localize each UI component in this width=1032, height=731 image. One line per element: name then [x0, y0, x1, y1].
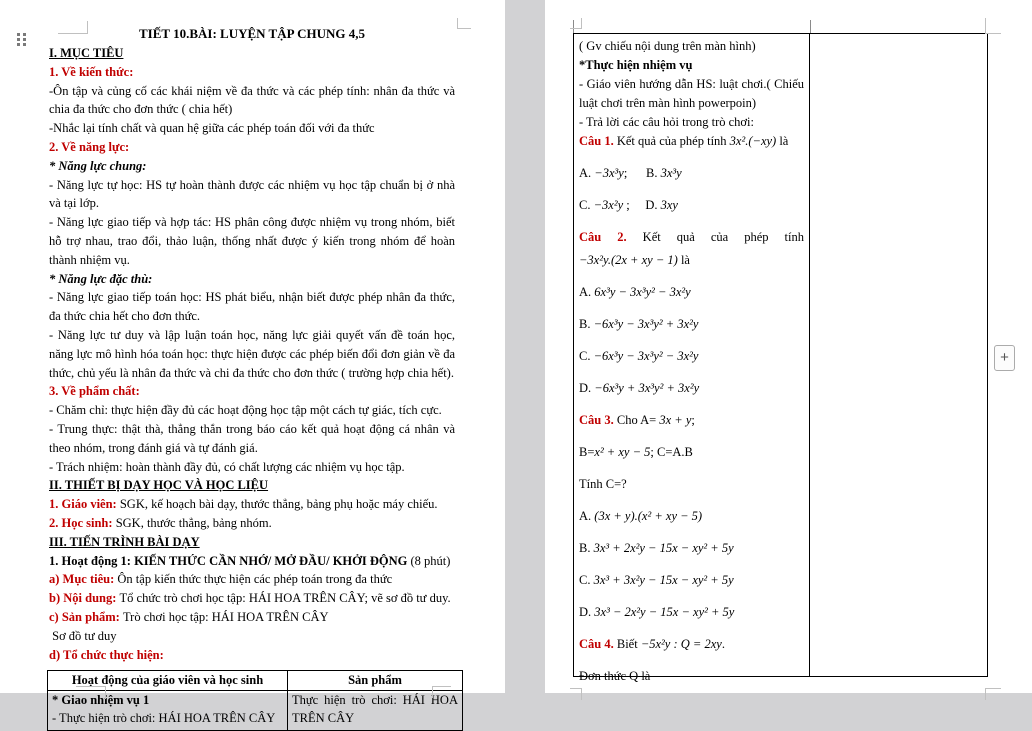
table-header-row — [48, 671, 463, 691]
math-expression: −3x³y — [594, 166, 624, 180]
text-segment: - Năng lực tự học: HS tự hoàn thành được các nhiệm vụ học tập chuẩn bị ở nhà và tại lớp. — [49, 177, 455, 211]
text-segment: SGK, kế hoạch bài dạy, thước thẳng, bảng phụ hoặc máy chiếu. — [119, 497, 438, 512]
paragraph — [49, 570, 455, 589]
paragraph — [579, 315, 804, 334]
text-segment: * Năng lực đặc thù: — [49, 271, 153, 286]
math-expression: 6x³y − 3x³y² − 3x²y — [594, 285, 691, 299]
quiz-table-left-cell — [574, 34, 810, 683]
paragraph — [49, 627, 455, 646]
text-segment: 1. Giáo viên: — [49, 497, 120, 512]
paragraph — [579, 251, 804, 270]
table-header-cell: Sản phẩm — [288, 671, 463, 691]
text-segment: C. — [579, 198, 594, 212]
left-page-content — [49, 26, 458, 731]
text-segment: Câu 4. — [579, 637, 617, 651]
margin-crop-mark — [58, 21, 88, 34]
text-segment: *Thực hiện nhiệm vụ — [579, 58, 693, 72]
paragraph — [49, 589, 455, 608]
text-segment: C. — [579, 349, 594, 363]
text-segment: Câu 1. — [579, 134, 617, 148]
text-segment: A. — [579, 509, 595, 523]
text-segment: Kết quả của phép tính — [642, 230, 804, 244]
table-row — [48, 690, 463, 730]
text-segment: Cho A= — [616, 413, 660, 427]
paragraph — [49, 533, 455, 552]
paragraph — [579, 443, 804, 462]
margin-crop-mark — [457, 18, 471, 29]
paragraph — [49, 119, 455, 138]
text-segment: ( Gv chiếu nội dung trên màn hình) — [579, 39, 756, 53]
text-segment: A. — [579, 285, 595, 299]
quiz-table — [573, 33, 988, 683]
paragraph — [49, 646, 455, 665]
task-detail: - Thực hiện trò chơi: HÁI HOA TRÊN CÂY — [52, 711, 276, 726]
text-segment: Kết quả của phép tính — [616, 134, 730, 148]
math-expression: 3x².(−xy) — [729, 134, 777, 148]
text-segment: 1. Về kiến thức: — [49, 64, 134, 79]
paragraph — [579, 411, 804, 430]
paragraph — [49, 608, 455, 627]
left-page-paragraphs — [49, 44, 455, 664]
paragraph — [49, 326, 455, 382]
paragraph — [579, 56, 804, 75]
paragraph — [579, 113, 804, 132]
paragraph — [579, 667, 804, 686]
margin-crop-mark — [985, 18, 1001, 34]
paragraph — [49, 157, 455, 176]
paragraph — [49, 82, 455, 120]
paragraph — [579, 196, 804, 215]
text-segment: 2. Về năng lực: — [49, 139, 130, 154]
margin-crop-mark — [570, 688, 582, 700]
text-segment: - Năng lực tư duy và lập luận toán học, năng lực giải quyết vấn đề toán học, năng lực mô hình hóa toán học: thực hiện được các phép biến đổi đơn giản về đa thức, chủ yếu là nhân đa thức và chi đa thức cho đơn thức ( trường hợp chia hết). — [49, 327, 455, 380]
text-segment: Đơn thức Q là — [579, 669, 651, 683]
paragraph — [49, 138, 455, 157]
paragraph — [49, 420, 455, 458]
paragraph — [49, 44, 455, 63]
math-expression: 3xy — [660, 198, 678, 212]
text-segment: ; B. — [623, 166, 661, 180]
paragraph — [579, 571, 804, 590]
text-segment: - Trả lời các câu hỏi trong trò chơi: — [579, 115, 754, 129]
table-border-tick — [810, 20, 811, 33]
text-segment: Tính C=? — [579, 477, 627, 491]
document-title: TIẾT 10.BÀI: LUYỆN TẬP CHUNG 4,5 — [139, 26, 365, 41]
math-expression: −3x²y — [593, 198, 624, 212]
text-segment: * Năng lực chung: — [49, 158, 147, 173]
text-segment: là — [776, 134, 789, 148]
text-segment: a) Mục tiêu: — [49, 572, 118, 587]
text-segment: C. — [579, 573, 594, 587]
text-segment: - Chăm chỉ: thực hiện đầy đủ các hoạt động học tập một cách tự giác, tích cực. — [49, 403, 442, 418]
paragraph — [579, 635, 804, 654]
activity-table — [47, 670, 463, 731]
math-expression: −6x³y − 3x³y² − 3x²y — [593, 349, 699, 363]
text-segment: B. — [579, 317, 594, 331]
table-header-cell: Hoạt động của giáo viên và học sinh — [48, 671, 288, 691]
math-expression: −5x²y : Q = 2xy — [640, 637, 722, 651]
paragraph — [49, 382, 455, 401]
text-segment: - Năng lực giao tiếp toán học: HS phát biểu, nhận biết được phép nhân đa thức, đa thức chia hết cho đơn thức. — [49, 290, 455, 324]
text-segment: B= — [579, 445, 595, 459]
paragraph — [579, 283, 804, 302]
text-segment: ; D. — [623, 198, 661, 212]
text-segment: SGK, thước thẳng, bảng nhóm. — [115, 515, 272, 530]
math-expression: x² + xy − 5 — [594, 445, 651, 459]
text-segment: 3. Về phẩm chất: — [49, 384, 140, 399]
margin-crop-mark — [432, 686, 451, 698]
margin-crop-mark — [570, 18, 582, 29]
document-page-right — [545, 0, 1032, 693]
text-segment: D. — [579, 381, 595, 395]
text-segment: Trò chơi học tập: HÁI HOA TRÊN CÂY — [122, 609, 329, 624]
text-segment: b) Nội dung: — [49, 591, 120, 606]
paragraph — [579, 228, 804, 247]
math-expression: −6x³y − 3x³y² + 3x²y — [593, 317, 699, 331]
math-expression: 3x³y — [660, 166, 682, 180]
paragraph — [579, 603, 804, 622]
paragraph — [579, 347, 804, 366]
paragraph — [49, 552, 455, 571]
math-expression: 3x + y — [659, 413, 692, 427]
text-segment: D. — [579, 605, 595, 619]
text-segment: A. — [579, 166, 595, 180]
text-segment: Sơ đồ tư duy — [49, 628, 117, 643]
margin-crop-mark — [76, 686, 106, 699]
text-segment: -Nhắc lại tính chất và quan hệ giữa các phép toán đối với đa thức — [49, 121, 375, 136]
text-segment: I. MỤC TIÊU — [49, 46, 124, 60]
paragraph — [49, 176, 455, 214]
paragraph — [579, 132, 804, 151]
table-cell-product: Thực hiện trò chơi: HÁI HOA TRÊN CÂY — [288, 690, 463, 730]
text-segment: Câu 3. — [579, 413, 617, 427]
math-expression: (3x + y).(x² + xy − 5) — [594, 509, 703, 523]
text-segment: III. TIẾN TRÌNH BÀI DẠY — [49, 534, 200, 549]
quiz-table-right-cell — [810, 34, 987, 676]
paragraph — [579, 539, 804, 558]
add-button[interactable]: + — [994, 345, 1015, 371]
paragraph — [49, 213, 455, 269]
text-segment: Ôn tập kiến thức thực hiện các phép toán trong đa thức — [117, 572, 393, 587]
text-segment: Tổ chức trò chơi học tập: HÁI HOA TRÊN CÂY; vẽ sơ đồ tư duy. — [119, 591, 451, 606]
math-expression: 3x³ + 3x²y − 15x − xy² + 5y — [593, 573, 734, 587]
paragraph — [49, 495, 455, 514]
text-segment: - Trách nhiệm: hoàn thành đầy đủ, có chất lượng các nhiệm vụ học tập. — [49, 459, 405, 474]
paragraph — [579, 164, 804, 183]
paragraph — [49, 514, 455, 533]
text-segment: 2. Học sinh: — [49, 515, 116, 530]
math-expression: −3x²y.(2x + xy − 1) — [579, 253, 678, 267]
paragraph — [579, 507, 804, 526]
document-page-left — [0, 0, 505, 726]
math-expression: 3x³ + 2x²y − 15x − xy² + 5y — [593, 541, 734, 555]
text-segment: Biết — [616, 637, 641, 651]
text-segment: - Năng lực giao tiếp và hợp tác: HS phân công được nhiệm vụ trong nhóm, biết hỗ trợ nhau, trao đổi, thảo luận, thống nhất được ý kiến trong nhóm để hoàn thành nhiệm vụ. — [49, 215, 455, 267]
math-expression: 3x³ − 2x²y − 15x − xy² + 5y — [594, 605, 735, 619]
paragraph — [49, 401, 455, 420]
text-segment: d) Tổ chức thực hiện: — [49, 647, 164, 662]
text-segment: là — [677, 253, 690, 267]
paragraph — [579, 475, 804, 494]
margin-crop-mark — [985, 688, 1001, 700]
paragraph — [49, 458, 455, 477]
math-expression: −6x³y + 3x³y² + 3x²y — [594, 381, 700, 395]
text-segment: II. THIẾT BỊ DẠY HỌC VÀ HỌC LIỆU — [49, 478, 269, 493]
paragraph — [579, 379, 804, 398]
text-segment: ; C=A.B — [650, 445, 693, 459]
text-segment: - Trung thực: thật thà, thẳng thắn trong báo cáo kết quả hoạt động cá nhân và theo nhóm, trong đánh giá và tự đánh giá. — [49, 421, 455, 455]
text-segment: Câu 2. — [579, 230, 643, 244]
text-segment: B. — [579, 541, 594, 555]
paragraph — [579, 75, 804, 113]
paragraph — [49, 270, 455, 289]
text-segment: c) Sản phẩm: — [49, 609, 123, 624]
text-segment: 1. Hoạt động 1: KIẾN THỨC CẦN NHỚ/ MỞ ĐẦU/ KHỞI ĐỘNG — [49, 553, 411, 568]
drag-handle-icon[interactable] — [17, 33, 26, 46]
task-title: * Giao nhiệm vụ 1 — [52, 692, 150, 707]
text-segment: (8 phút) — [410, 553, 451, 568]
paragraph — [49, 63, 455, 82]
paragraph — [49, 288, 455, 326]
text-segment: ; — [691, 413, 695, 427]
text-segment: . — [721, 637, 725, 651]
paragraph — [579, 37, 804, 56]
text-segment: - Giáo viên hướng dẫn HS: luật chơi.( Chiếu luật chơi trên màn hình powerpoin) — [579, 77, 804, 110]
paragraph — [49, 476, 455, 495]
text-segment: -Ôn tập và củng cố các khái niệm về đa thức và các phép tính: nhân đa thức và chia đa thức cho đơn thức ( chia hết) — [49, 83, 455, 117]
